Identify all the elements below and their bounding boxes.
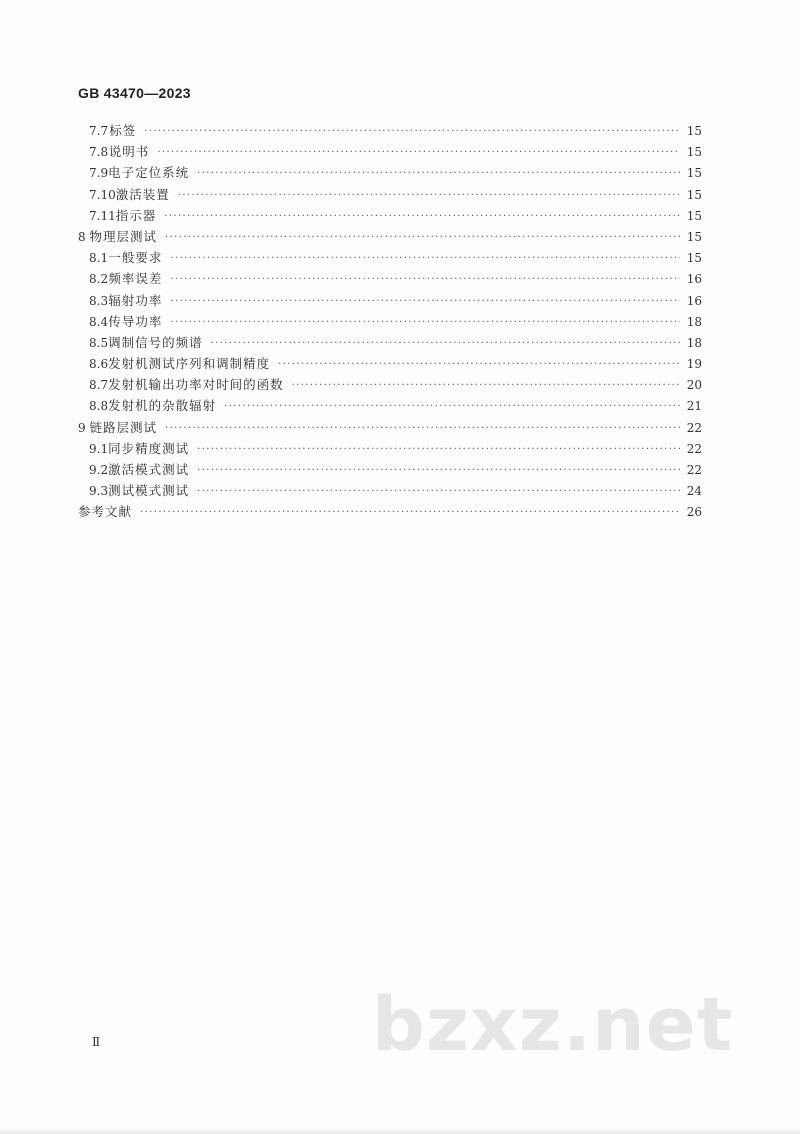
toc-entry-number: 8.5 — [89, 335, 109, 350]
toc-entry-title: 标签 — [109, 123, 137, 138]
toc-leader-dots — [170, 312, 680, 333]
toc-entry-page: 22 — [686, 420, 702, 435]
toc-leader-dots — [144, 121, 680, 142]
toc-entry[interactable] — [78, 395, 702, 416]
toc-leader-dots — [170, 269, 680, 290]
toc-leader-dots — [278, 354, 680, 375]
toc-entry-page: 26 — [686, 505, 702, 520]
toc-entry[interactable] — [78, 290, 702, 311]
toc-entry[interactable] — [78, 120, 702, 141]
toc-entry-number: 7.8 — [89, 145, 109, 160]
toc-leader-dots — [197, 163, 680, 184]
toc-entry-title: 传导功率 — [108, 313, 163, 329]
toc-entry-page: 15 — [686, 251, 702, 266]
toc-entry-page: 20 — [686, 378, 702, 393]
toc-entry-page: 15 — [686, 124, 702, 138]
toc-leader-dots — [170, 248, 680, 269]
toc-entry-title: 指示器 — [115, 207, 157, 223]
toc-entry[interactable] — [78, 184, 702, 205]
toc-entry[interactable] — [78, 247, 702, 268]
toc-entry-title: 激活模式测试 — [108, 462, 190, 477]
toc-leader-dots — [292, 375, 680, 396]
toc-leader-dots — [164, 206, 680, 227]
toc-entry-page: 24 — [686, 484, 702, 499]
toc-entry-title: 发射机测试序列和调制精度 — [108, 356, 271, 372]
toc-entry-title: 同步精度测试 — [108, 440, 190, 456]
toc-entry[interactable] — [78, 205, 702, 226]
toc-entry-title: 调制信号的频谱 — [108, 334, 203, 350]
toc-entry-title: 频率误差 — [108, 271, 163, 287]
toc-entry-number: 8.6 — [89, 357, 109, 372]
toc-entry-page: 15 — [686, 166, 702, 181]
toc-entry-number: 9.3 — [89, 484, 109, 499]
page-bottom-edge — [0, 1128, 800, 1134]
toc-leader-dots — [197, 481, 680, 502]
toc-entry-number: 9 — [78, 420, 86, 435]
toc-leader-dots — [197, 439, 680, 460]
toc-entry-page: 15 — [686, 229, 702, 244]
toc-entry-number: 8.7 — [89, 378, 109, 393]
toc-entry-page: 22 — [686, 463, 702, 477]
toc-entry-number: 8.3 — [89, 293, 109, 308]
toc-leader-dots — [165, 227, 680, 248]
toc-entry-page: 19 — [686, 357, 702, 372]
toc-entry-page: 15 — [686, 145, 702, 160]
toc-entry-number: 8.1 — [89, 251, 109, 266]
toc-leader-dots — [140, 502, 680, 523]
watermark: bzxz.net — [372, 982, 734, 1068]
toc-leader-dots — [165, 418, 680, 439]
toc-leader-dots — [178, 185, 680, 206]
toc-entry-references[interactable] — [78, 501, 702, 522]
toc-entry-page: 15 — [686, 187, 702, 202]
toc-entry-page: 21 — [686, 399, 702, 414]
toc-entry-number: 7.10 — [89, 187, 116, 202]
toc-entry[interactable] — [78, 141, 702, 162]
toc-entry-page: 22 — [686, 441, 702, 456]
toc-entry-title: 链路层测试 — [89, 419, 157, 435]
toc-entry[interactable] — [78, 311, 702, 332]
toc-entry-title: 电子定位系统 — [108, 165, 190, 181]
toc-leader-dots — [157, 142, 680, 163]
toc-leader-dots — [170, 291, 680, 312]
toc-entry-page: 16 — [686, 272, 702, 287]
toc-entry-title: 测试模式测试 — [108, 483, 190, 499]
toc-entry[interactable] — [78, 226, 702, 247]
toc-entry-page: 18 — [686, 314, 702, 329]
toc-entry[interactable] — [78, 374, 702, 395]
toc-entry[interactable] — [78, 480, 702, 501]
toc-entry-number: 7.11 — [89, 208, 116, 223]
toc-entry-number: 7.9 — [89, 166, 109, 181]
toc-entry-title: 辐射功率 — [108, 292, 163, 308]
toc-leader-dots — [224, 396, 680, 417]
toc-entry-title: 参考文献 — [78, 504, 133, 520]
toc-entry-title: 一般要求 — [108, 250, 163, 266]
toc-entry[interactable] — [78, 332, 702, 353]
toc-entry-title: 发射机输出功率对时间的函数 — [108, 377, 284, 393]
toc-entry-number: 9.2 — [89, 463, 109, 477]
toc-entry-title: 激活装置 — [115, 186, 170, 202]
toc-entry-title: 物理层测试 — [89, 228, 157, 244]
toc-entry-number: 9.1 — [89, 441, 109, 456]
toc-entry-page: 18 — [686, 335, 702, 350]
toc-entry-title: 说明书 — [108, 144, 150, 160]
toc-entry[interactable] — [78, 459, 702, 480]
toc-entry-title: 发射机的杂散辐射 — [108, 398, 217, 414]
toc-entry-number: 8.8 — [89, 399, 109, 414]
table-of-contents — [78, 120, 702, 523]
toc-entry[interactable] — [78, 268, 702, 289]
toc-leader-dots — [197, 460, 680, 481]
toc-entry[interactable] — [78, 353, 702, 374]
toc-leader-dots — [211, 333, 680, 354]
standard-number-header: GB 43470—2023 — [78, 85, 191, 101]
toc-entry[interactable] — [78, 438, 702, 459]
toc-entry-page: 15 — [686, 208, 702, 223]
toc-entry[interactable] — [78, 162, 702, 183]
toc-entry-number: 8.2 — [89, 272, 109, 287]
toc-entry-number: 8.4 — [89, 314, 109, 329]
page-number: Ⅱ — [92, 1035, 101, 1049]
toc-entry-page: 16 — [686, 293, 702, 308]
toc-entry-number: 7.7 — [89, 124, 109, 138]
toc-entry-number: 8 — [78, 229, 86, 244]
toc-entry[interactable] — [78, 417, 702, 438]
